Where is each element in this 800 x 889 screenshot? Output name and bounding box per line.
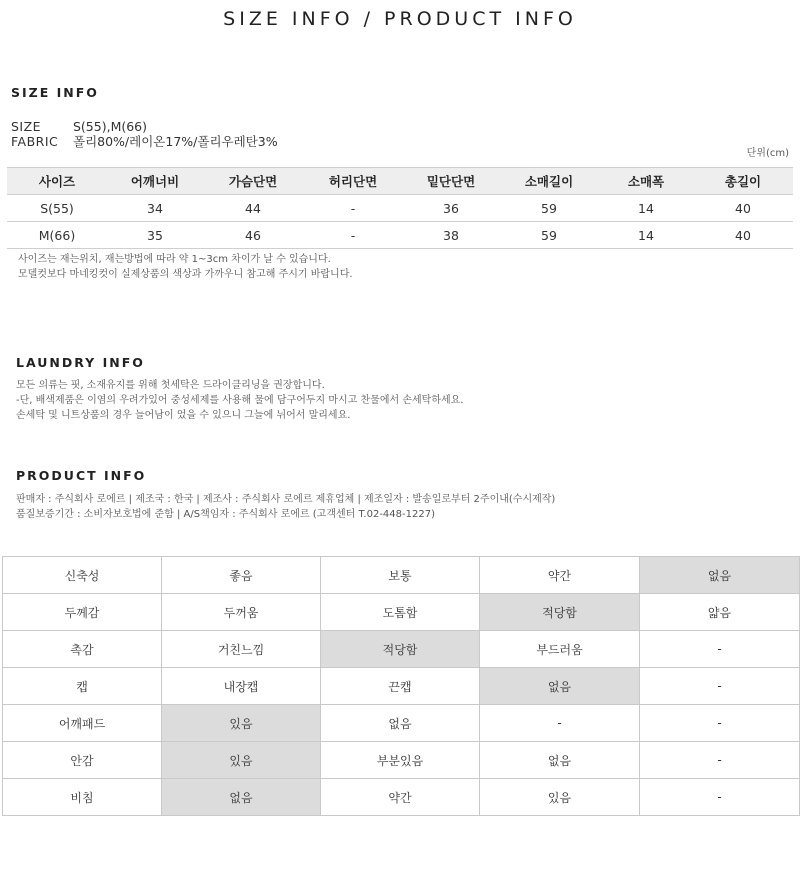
product-attribute-option: 끈캡	[321, 668, 480, 705]
product-attribute-option-selected: 없음	[162, 779, 321, 816]
unit-label: 단위(cm)	[746, 148, 789, 159]
size-table-cell: 35	[107, 222, 203, 249]
laundry-line: 손세탁 및 니트상품의 경우 늘어남이 었을 수 있으니 그늘에 뉘어서 말리세요.	[16, 410, 351, 421]
product-attribute-row	[3, 705, 800, 742]
product-attribute-row	[3, 742, 800, 779]
product-attribute-option-selected: 있음	[162, 742, 321, 779]
product-attribute-label: 두께감	[3, 594, 162, 631]
page-title: SIZE INFO / PRODUCT INFO	[223, 8, 577, 30]
product-attribute-option-selected: 있음	[162, 705, 321, 742]
size-value: S(55),M(66)	[73, 119, 148, 134]
size-table-cell: 59	[499, 195, 599, 222]
product-info-title: PRODUCT INFO	[16, 468, 147, 483]
product-attribute-option: 얇음	[640, 594, 800, 631]
size-table-header	[7, 168, 793, 195]
product-line: 판매자 : 주식회사 로에르 | 제조국 : 한국 | 제조사 : 주식회사 로에르 제휴업체 | 제조일자 : 발송일로부터 2주이내(수시제작)	[16, 494, 556, 505]
size-table-cell: 14	[599, 195, 693, 222]
size-table-cell: 38	[403, 222, 499, 249]
product-attribute-option: -	[640, 742, 800, 779]
size-table-cell: 46	[203, 222, 303, 249]
product-attribute-option: -	[640, 631, 800, 668]
size-table-cell: 36	[403, 195, 499, 222]
product-lines	[16, 492, 555, 522]
product-attribute-row	[3, 557, 800, 594]
product-attribute-label: 캡	[3, 668, 162, 705]
product-attribute-option: 보통	[321, 557, 480, 594]
size-table-cell: 59	[499, 222, 599, 249]
product-attribute-option: 거친느낌	[162, 631, 321, 668]
size-table-header-cell: 소매길이	[499, 168, 599, 195]
product-attribute-option: 부분있음	[321, 742, 480, 779]
size-table-header-cell: 총길이	[693, 168, 793, 195]
size-notes	[18, 252, 353, 282]
product-attribute-option-selected: 적당함	[321, 631, 480, 668]
laundry-line: -단, 배색제품은 이염의 우려가있어 중성세제를 사용해 물에 담구어두지 마시고 찬물에서 손세탁하세요.	[16, 395, 464, 406]
product-attribute-option: -	[640, 668, 800, 705]
size-label: SIZE	[11, 119, 42, 134]
product-attribute-option-selected: 없음	[640, 557, 800, 594]
size-table-cell: 40	[693, 222, 793, 249]
size-table-header-cell: 밑단단면	[403, 168, 499, 195]
size-table-row	[7, 222, 793, 249]
size-table-header-cell: 어깨너비	[107, 168, 203, 195]
size-table-cell: -	[303, 195, 403, 222]
size-table-header-cell: 소매폭	[599, 168, 693, 195]
product-attribute-option: 있음	[480, 779, 640, 816]
size-note: 사이즈는 재는위치, 재는방법에 따라 약 1~3cm 차이가 날 수 있습니다.	[18, 254, 331, 265]
size-table-cell: 44	[203, 195, 303, 222]
product-attribute-option: 약간	[321, 779, 480, 816]
product-attribute-option: 도톰함	[321, 594, 480, 631]
product-attribute-option: 좋음	[162, 557, 321, 594]
product-attribute-option: 내장캡	[162, 668, 321, 705]
size-table	[7, 167, 793, 249]
product-line: 품질보증기간 : 소비자보호법에 준함 | A/S책임자 : 주식회사 로에르 (고객센터 T.02-448-1227)	[16, 509, 435, 520]
product-attribute-row	[3, 779, 800, 816]
product-table-wrap	[2, 556, 800, 816]
product-attribute-option: 없음	[480, 742, 640, 779]
product-attribute-label: 신축성	[3, 557, 162, 594]
fabric-value: 폴리80%/레이온17%/폴리우레탄3%	[73, 134, 278, 149]
size-spec	[11, 119, 278, 149]
product-attribute-table	[2, 556, 800, 816]
product-attribute-option: 두꺼움	[162, 594, 321, 631]
product-attribute-row	[3, 594, 800, 631]
size-table-wrap	[7, 167, 793, 249]
size-table-cell: -	[303, 222, 403, 249]
size-info-title: SIZE INFO	[11, 85, 99, 100]
laundry-info-title: LAUNDRY INFO	[16, 355, 145, 370]
product-attribute-label: 촉감	[3, 631, 162, 668]
size-table-row	[7, 195, 793, 222]
size-table-header-cell: 허리단면	[303, 168, 403, 195]
size-table-cell: 40	[693, 195, 793, 222]
size-table-cell: 14	[599, 222, 693, 249]
product-attribute-label: 어깨패드	[3, 705, 162, 742]
fabric-label: FABRIC	[11, 134, 59, 149]
product-attribute-option: -	[640, 779, 800, 816]
size-table-cell: 34	[107, 195, 203, 222]
product-attribute-row	[3, 631, 800, 668]
size-table-cell: S(55)	[7, 195, 107, 222]
product-attribute-option: -	[640, 705, 800, 742]
product-attribute-option: -	[480, 705, 640, 742]
product-attribute-option-selected: 없음	[480, 668, 640, 705]
product-attribute-row	[3, 668, 800, 705]
product-attribute-option: 없음	[321, 705, 480, 742]
laundry-line: 모든 의류는 핏, 소재유지를 위해 첫세탁은 드라이클리닝을 권장합니다.	[16, 380, 325, 391]
size-table-cell: M(66)	[7, 222, 107, 249]
product-attribute-label: 안감	[3, 742, 162, 779]
product-attribute-option: 부드러움	[480, 631, 640, 668]
size-table-header-cell: 가슴단면	[203, 168, 303, 195]
product-attribute-label: 비침	[3, 779, 162, 816]
product-attribute-option-selected: 적당함	[480, 594, 640, 631]
size-note: 모델컷보다 마네킹컷이 실제상품의 색상과 가까우니 참고해 주시기 바랍니다.	[18, 269, 353, 280]
product-attribute-option: 약간	[480, 557, 640, 594]
laundry-lines	[16, 378, 463, 423]
size-table-header-cell: 사이즈	[7, 168, 107, 195]
